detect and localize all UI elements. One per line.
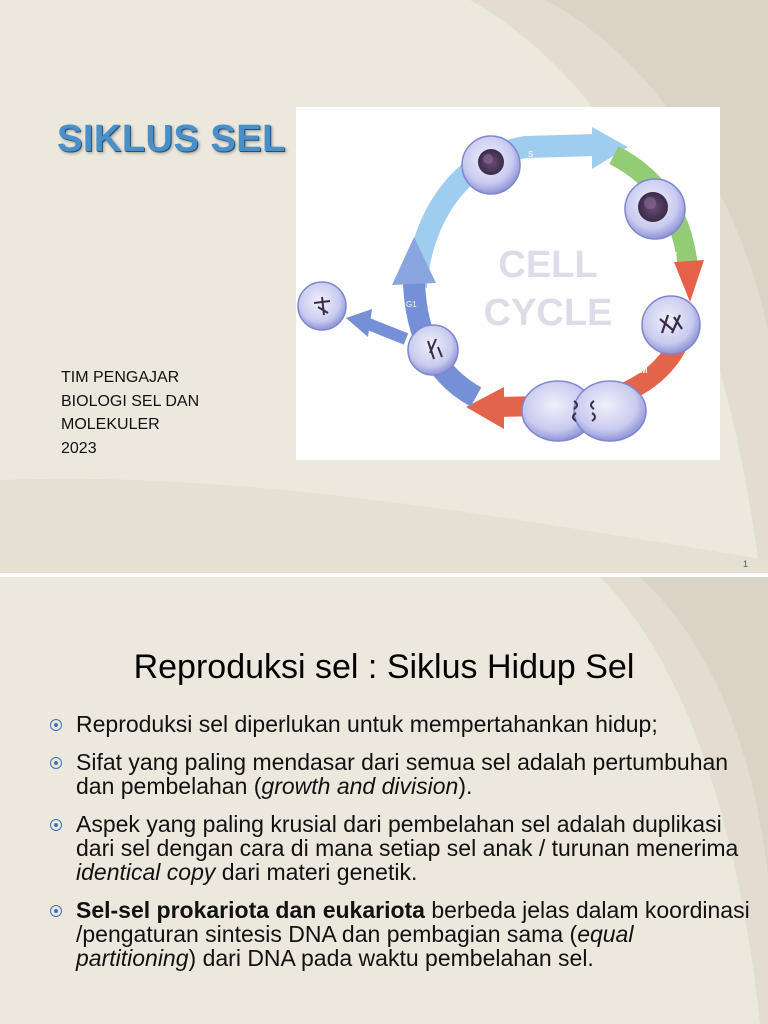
cell-g2-phase	[625, 179, 685, 239]
phase-label-g2: G2	[668, 252, 678, 259]
g2-phase-arrowhead	[674, 260, 704, 302]
bullet-text-part: dari materi genetik.	[215, 859, 418, 885]
cell-g0-phase	[298, 282, 346, 330]
bullet-text-part: berbeda jelas dalam koordinasi /pengaturan sintesis DNA dan pembagian sama (	[76, 897, 750, 947]
bullet-circle-icon	[50, 819, 62, 831]
page-number: 1	[742, 559, 748, 569]
cell-g1-phase	[408, 325, 458, 375]
bullet-text	[76, 812, 750, 884]
cell-prophase	[642, 296, 700, 354]
subtitle-line: MOLEKULER	[61, 416, 160, 433]
g0-branch-arrowhead	[346, 309, 372, 337]
bullet-emphasis: equal partitioning	[76, 921, 634, 971]
bullet-list	[50, 712, 750, 984]
phase-label-g1: G1	[406, 300, 417, 309]
cell-cycle-diagram	[296, 107, 720, 460]
bullet-text-part: ) dari DNA pada waktu pembelahan sel.	[188, 945, 594, 971]
bullet-text	[76, 750, 750, 798]
cell-cycle-image	[296, 107, 720, 460]
bullet-text-part: Sifat yang paling mendasar dari semua sel adalah pertumbuhan dan pembelahan (	[76, 749, 729, 799]
slide-title: Reproduksi sel : Siklus Hidup Sel	[133, 648, 635, 686]
phase-label-s: S	[528, 150, 534, 159]
center-text-cell: CELL	[498, 244, 598, 286]
bullet-text	[76, 898, 750, 970]
bullet-item	[50, 812, 750, 884]
bullet-emphasis: growth and division	[261, 773, 459, 799]
phase-label-m: M	[640, 365, 648, 375]
g0-branch-arrow	[366, 323, 406, 339]
bullet-text-part: Aspek yang paling krusial dari pembelahan sel adalah duplikasi dari sel dengan cara di mana setiap sel anak / turunan menerima	[76, 811, 739, 861]
cell-s-phase	[462, 136, 520, 194]
slide-subtitle	[61, 366, 199, 460]
bullet-circle-icon	[50, 719, 62, 731]
center-text-cycle: CYCLE	[483, 292, 613, 334]
content-slide	[0, 577, 768, 1024]
bullet-circle-icon	[50, 905, 62, 917]
bullet-strong: Sel-sel prokariota dan eukariota	[76, 897, 425, 923]
subtitle-line: BIOLOGI SEL DAN	[61, 392, 200, 410]
bullet-text-part: ).	[458, 773, 473, 799]
subtitle-line: 2023	[61, 439, 97, 457]
cell-dividing	[522, 381, 646, 441]
bullet-circle-icon	[50, 757, 62, 769]
bullet-emphasis: identical copy	[76, 859, 216, 885]
slide-title: SIKLUS SEL	[57, 118, 286, 160]
bullet-text: Reproduksi sel diperlukan untuk mempertahankan hidup;	[76, 711, 658, 737]
bullet-item	[50, 712, 750, 736]
bullet-item	[50, 898, 750, 970]
subtitle-line: TIM PENGAJAR	[61, 369, 180, 386]
bullet-item	[50, 750, 750, 798]
